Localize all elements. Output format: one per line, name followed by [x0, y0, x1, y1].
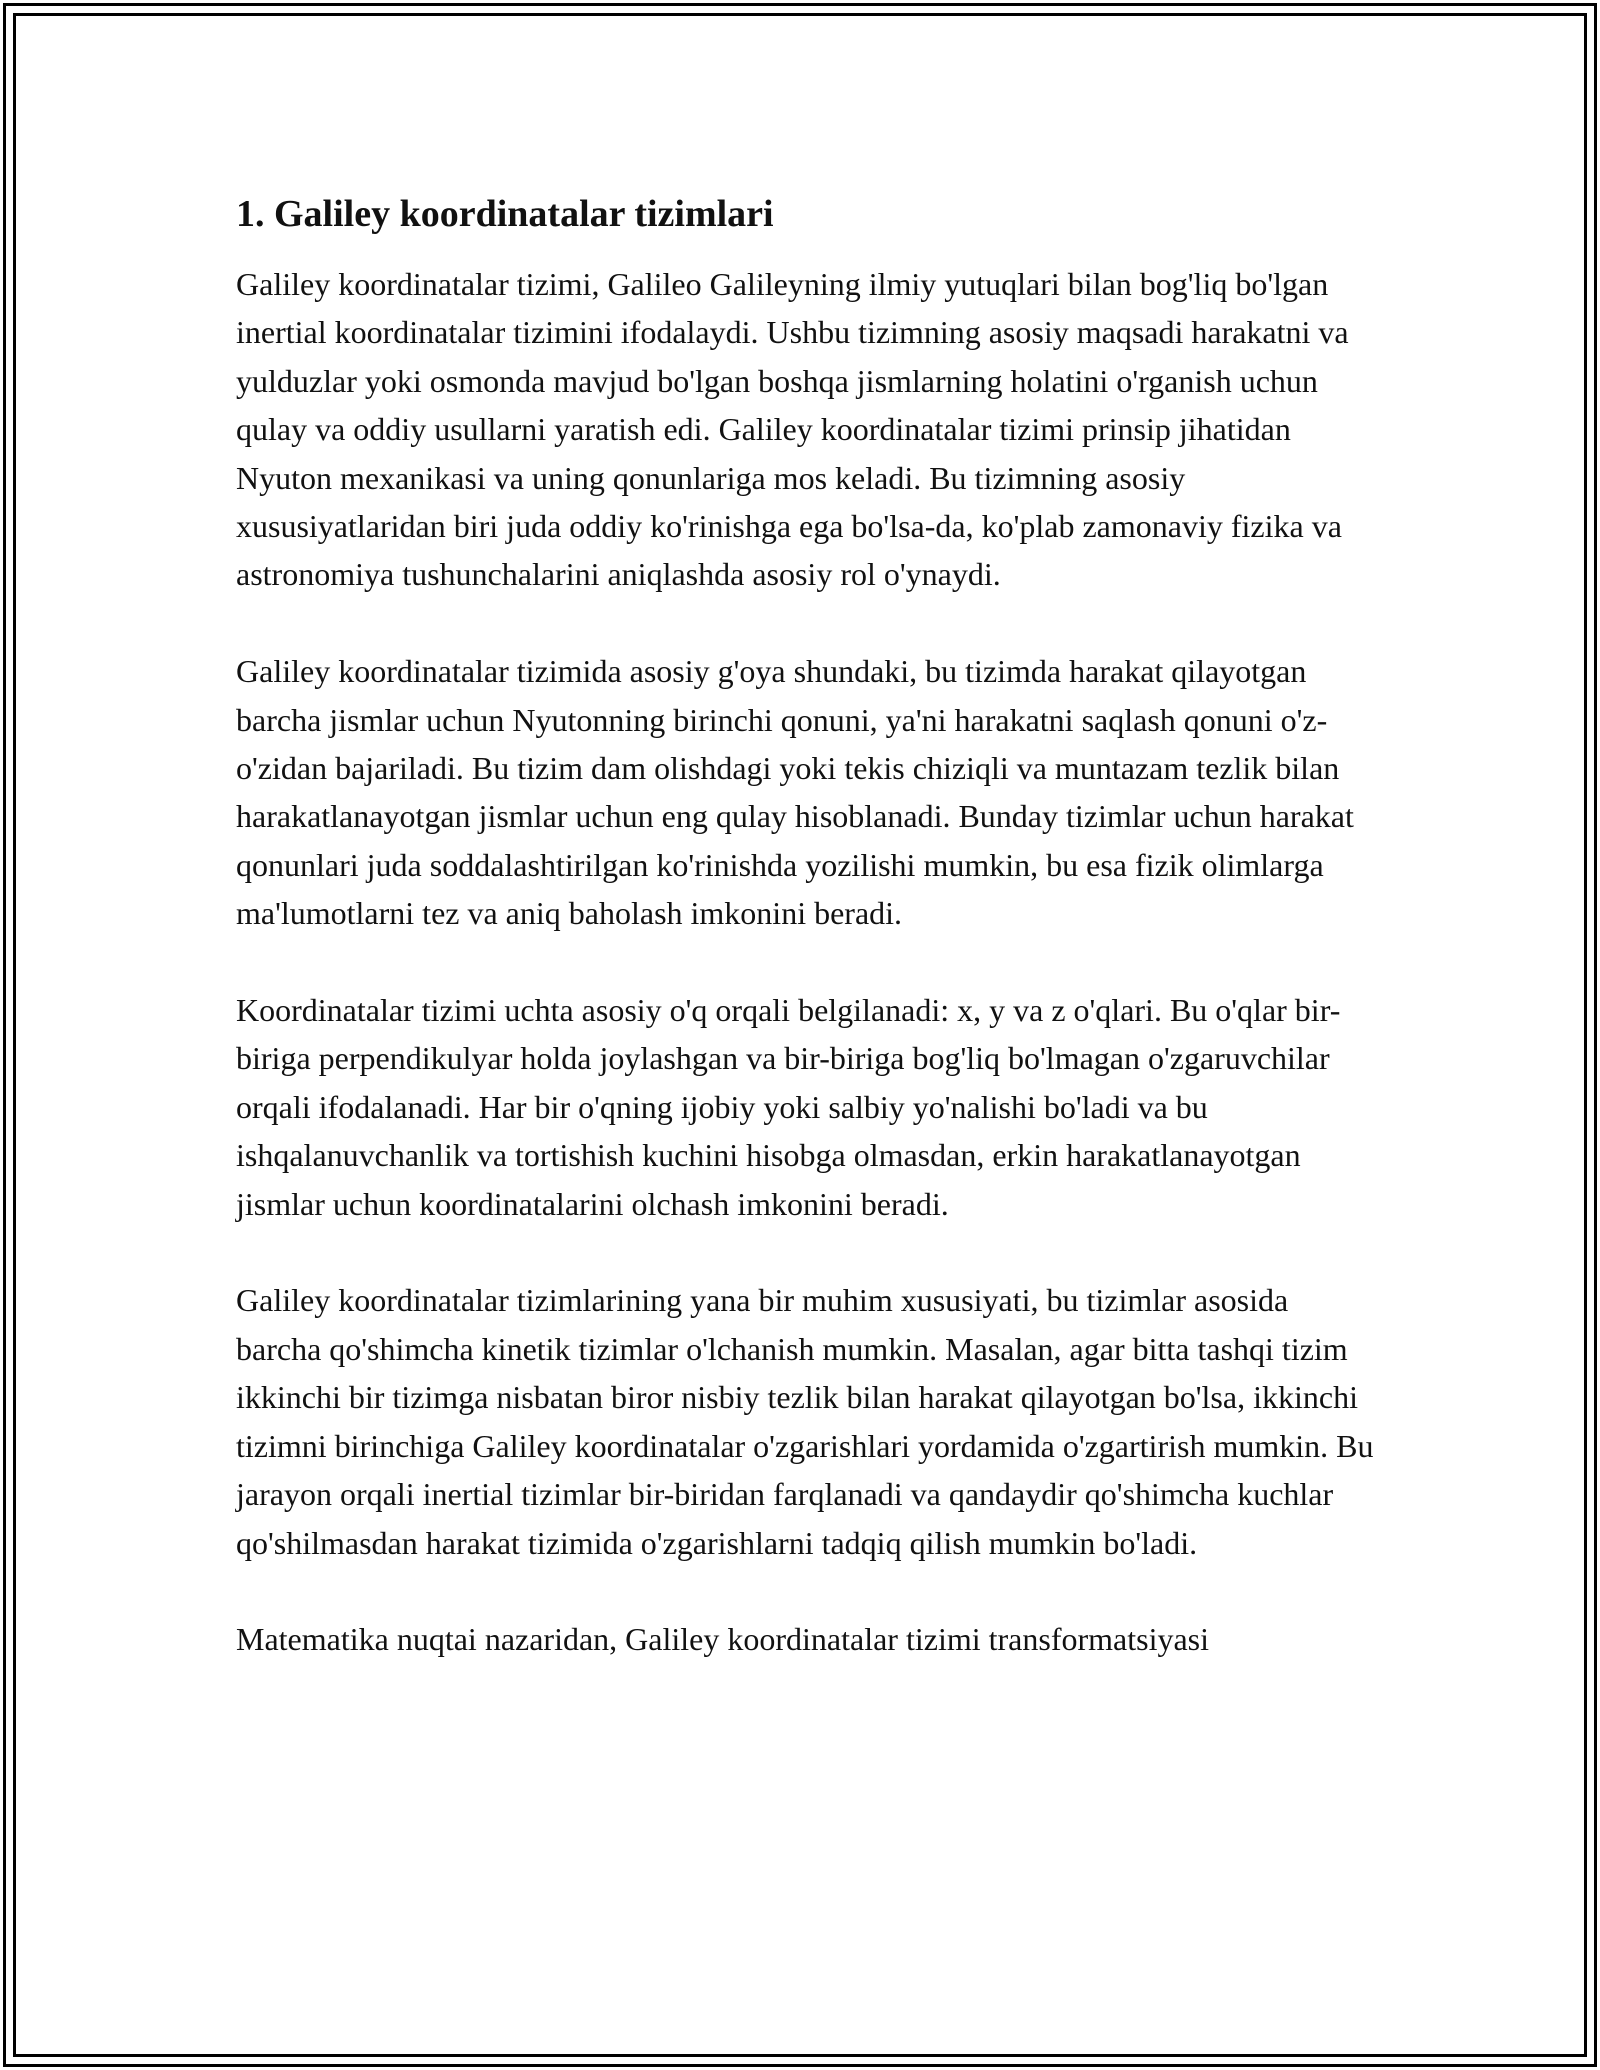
paragraph-1: Galiley koordinatalar tizimi, Galileo Galileyning ilmiy yutuqlari bilan bog'liq bo'lgan inertial koordinatalar tizimini ifodalaydi. Ushbu tizimning asosiy maqsadi harakatni va yulduzlar yoki osmonda mavjud bo'lgan boshqa jismlarning holatini o'rganish uchun qulay va oddiy usullarni yaratish edi. Galiley koordinatalar tizimi prinsip jihatidan Nyuton mexanikasi va uning qonunlariga mos keladi. Bu tizimning asosiy xususiyatlaridan biri juda oddiy ko'rinishga ega bo'lsa-da, ko'plab zamonaviy fizika va astronomiya tushunchalarini aniqlashda asosiy rol o'ynaydi.: [236, 266, 1349, 593]
paragraph-2: Galiley koordinatalar tizimida asosiy g'oya shundaki, bu tizimda harakat qilayotgan barcha jismlar uchun Nyutonning birinchi qonuni, ya'ni harakatni saqlash qonuni o'z-o'zidan bajariladi. Bu tizim dam olishdagi yoki tekis chiziqli va muntazam tezlik bilan harakatlanayotgan jismlar uchun eng qulay hisoblanadi. Bunday tizimlar uchun harakat qonunlari juda soddalashtirilgan ko'rinishda yozilishi mumkin, bu esa fizik olimlarga ma'lumotlarni tez va aniq baholash imkonini beradi.: [236, 653, 1354, 932]
paragraph-4: Galiley koordinatalar tizimlarining yana bir muhim xususiyati, bu tizimlar asosida barcha qo'shimcha kinetik tizimlar o'lchanish mumkin. Masalan, agar bitta tashqi tizim ikkinchi bir tizimga nisbatan biror nisbiy tezlik bilan harakat qilayotgan bo'lsa, ikkinchi tizimni birinchiga Galiley koordinatalar o'zgarishlari yordamida o'zgartirish mumkin. Bu jarayon orqali inertial tizimlar bir-biridan farqlanadi va qandaydir qo'shimcha kuchlar qo'shilmasdan harakat tizimida o'zgarishlarni tadqiq qilish mumkin bo'ladi.: [236, 1282, 1374, 1561]
section-heading: 1. Galiley koordinatalar tizimlari: [236, 193, 774, 235]
document-page: [236, 186, 1376, 1664]
paragraph-5: Matematika nuqtai nazaridan, Galiley koordinatalar tizimi transformatsiyasi: [236, 1621, 1209, 1658]
paragraph-3: Koordinatalar tizimi uchta asosiy o'q orqali belgilanadi: x, y va z o'qlari. Bu o'qlar bir-biriga perpendikulyar holda joylashgan va bir-biriga bog'liq bo'lmagan o'zgaruvchilar orqali ifodalanadi. Har bir o'qning ijobiy yoki salbiy yo'nalishi bo'ladi va bu ishqalanuvchanlik va tortishish kuchini hisobga olmasdan, erkin harakatlanayotgan jismlar uchun koordinatalarini olchash imkonini beradi.: [236, 992, 1341, 1222]
